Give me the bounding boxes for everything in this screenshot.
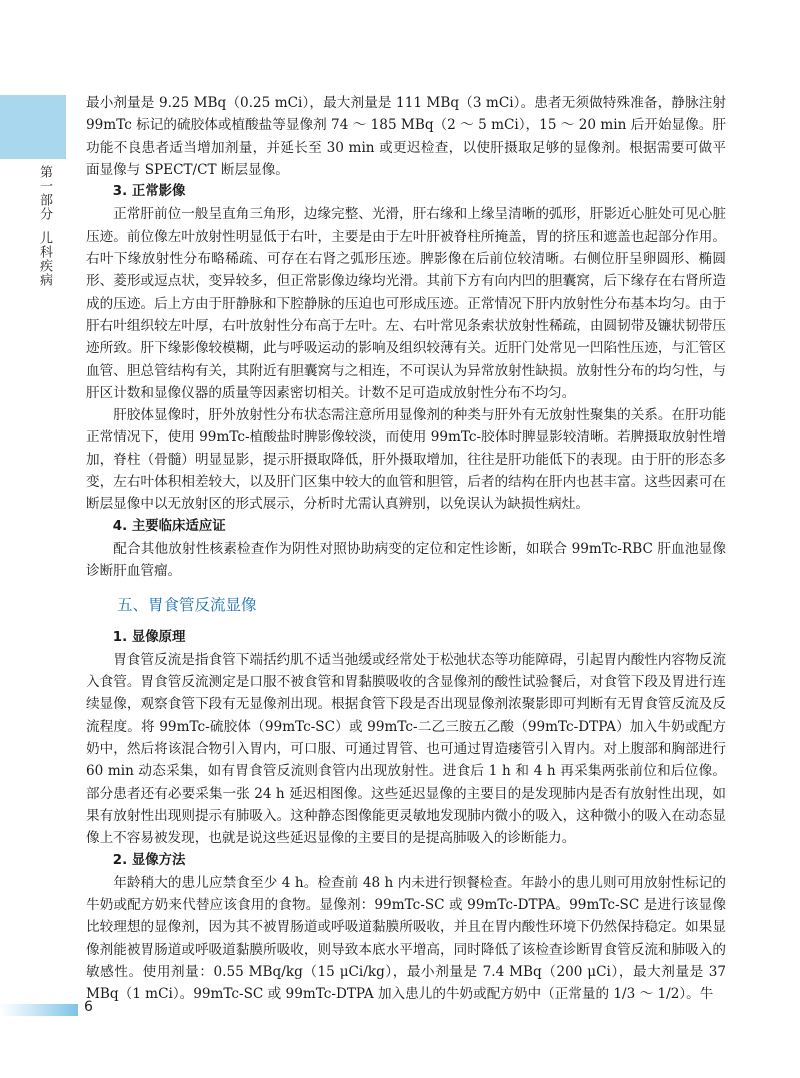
page-number: 6 — [84, 999, 93, 1015]
side-part-label: 第一部分 — [37, 165, 52, 221]
paragraph-imaging-principle: 胃食管反流是指食管下端括约肌不适当弛缓或经常处于松弛状态等功能障碍，引起胃内酸性内容物反流入食管。胃食管反流测定是口服不被食管和胃黏膜吸收的含显像剂的酸性试验餐后，对食管下段及胃进行连续显像，观察食管下段有无显像剂出现。根据食管下段是否出现显像剂浓聚影即可判断有无胃食管反流及反流程度。将 99mTc-硫胶体（99mTc-SC）或 99mTc-二乙三胺五乙酸（99mTc-DTPA）加入牛奶或配方奶中，然后将该混合物引入胃内，可口服、可通过胃管、也可通过胃造瘘管引入胃内。对上腹部和胸部进行 60 min 动态采集，如有胃食管反流则食管内出现放射性。进食后 1 h 和 4 h 再采集两张前位和后位像。部分患者还有必要采集一张 24 h 延迟相图像。这些延迟显像的主要目的是发现肺内是否有放射性出现，如果有放射性出现则提示有肺吸入。这种静态图像能更灵敏地发现肺内微小的吸入，这种微小的吸入在动态显像上不容易被发现，也就是说这些延迟显像的主要目的是提高肺吸入的诊断能力。 — [86, 651, 726, 847]
paragraph-normal-image: 正常肝前位一般呈直角三角形，边缘完整、光滑，肝右缘和上缘呈清晰的弧形，肝影近心脏处可见心脏压迹。前位像左叶放射性明显低于右叶，主要是由于左叶肝被脊柱所掩盖，胃的挤压和遮盖也起部分作用。右叶下缘放射性分布略稀疏、可存在右肾之弧形压迹。脾影像在后前位较清晰。右侧位肝呈卵圆形、椭圆形、菱形或逗点状，变异较多，但正常影像边缘均光滑。其前下方有向内凹的胆囊窝，后下缘存在右肾所造成的压迹。后上方由于肝静脉和下腔静脉的压迫也可形成压迹。正常情况下肝内放射性分布基本均匀。由于肝右叶组织较左叶厚，右叶放射性分布高于左叶。左、右叶常见条索状放射性稀疏，由圆韧带及镰状韧带压迹所致。肝下缘影像较模糊，此与呼吸运动的影响及组织较薄有关。近肝门处常见一凹陷性压迹，与汇管区血管、胆总管结构有关，其附近有胆囊窝与之相连，不可误认为异常放射性缺损。放射性分布的均匀性，与肝区计数和显像仪器的质量等因素密切相关。计数不足可造成放射性分布不均匀。 — [86, 206, 726, 401]
heading-clinical-indications: 4. 主要临床适应证 — [112, 518, 226, 534]
side-chapter-label — [36, 165, 52, 287]
heading-imaging-principle: 1. 显像原理 — [112, 629, 186, 645]
side-tab-marker — [0, 95, 66, 159]
footer-accent-bar — [0, 1004, 78, 1016]
paragraph-colloid-imaging: 肝胶体显像时，肝外放射性分布状态需注意所用显像剂的种类与肝外有无放射性聚集的关系。在肝功能正常情况下，使用 99mTc-植酸盐时脾影像较淡，而使用 99mTc-胶体时脾显影较清晰。若脾摄取放射性增加，脊柱（骨髓）明显显影，提示肝摄取降低，肝外摄取增加，往往是肝功能低下的表现。由于肝的形态多变，左右叶体积相差较大，以及肝门区集中较大的血管和胆管，后者的结构在肝内也甚丰富。这些因素可在断层显像中以无放射区的形式展示，分析时尤需认真辨别，以免误认为缺损性病灶。 — [86, 407, 726, 513]
heading-imaging-method: 2. 显像方法 — [112, 852, 186, 868]
paragraph-imaging-method: 年龄稍大的患儿应禁食至少 4 h。检查前 48 h 内未进行钡餐检查。年龄小的患儿则可用放射性标记的牛奶或配方奶来代替应该食用的食物。显像剂：99mTc-SC 或 99mTc-DTPA。99mTc-SC 是进行该显像比较理想的显像剂，因为其不被胃肠道或呼吸道黏膜所吸收，并且在胃内酸性环境下仍然保持稳定。如果显像剂能被胃肠道或呼吸道黏膜所吸收，则导致本底水平增高，同时降低了该检查诊断胃食管反流和肺吸入的敏感性。使用剂量：0.55 MBq/kg（15 μCi/kg），最小剂量是 7.4 MBq（200 μCi），最大剂量是 37 MBq（1 mCi）。99mTc-SC 或 99mTc-DTPA 加入患儿的牛奶或配方奶中（正常量的 1/3 ～ 1/2）。牛 — [86, 874, 726, 1003]
page-body — [86, 92, 726, 1006]
heading-normal-image: 3. 正常影像 — [112, 184, 186, 200]
section-title-reflux-imaging: 五、胃食管反流显像 — [117, 595, 257, 614]
side-section-label: 儿科疾病 — [37, 231, 52, 287]
paragraph-dosage-continued: 最小剂量是 9.25 MBq（0.25 mCi），最大剂量是 111 MBq（3 mCi）。患者无须做特殊准备，静脉注射 99mTc 标记的硫胶体或植酸盐等显像剂 74 ～ 185 MBq（2 ～ 5 mCi），15 ～ 20 min 后开始显像。肝功能不良患者适当增加剂量，并延长至 30 min 或更迟检查，以使肝摄取足够的显像剂。根据需要可做平面显像与 SPECT/CT 断层显像。 — [86, 95, 726, 178]
paragraph-clinical-indications: 配合其他放射性核素检查作为阴性对照协助病变的定位和定性诊断，如联合 99mTc-RBC 肝血池显像诊断肝血管瘤。 — [86, 540, 726, 580]
